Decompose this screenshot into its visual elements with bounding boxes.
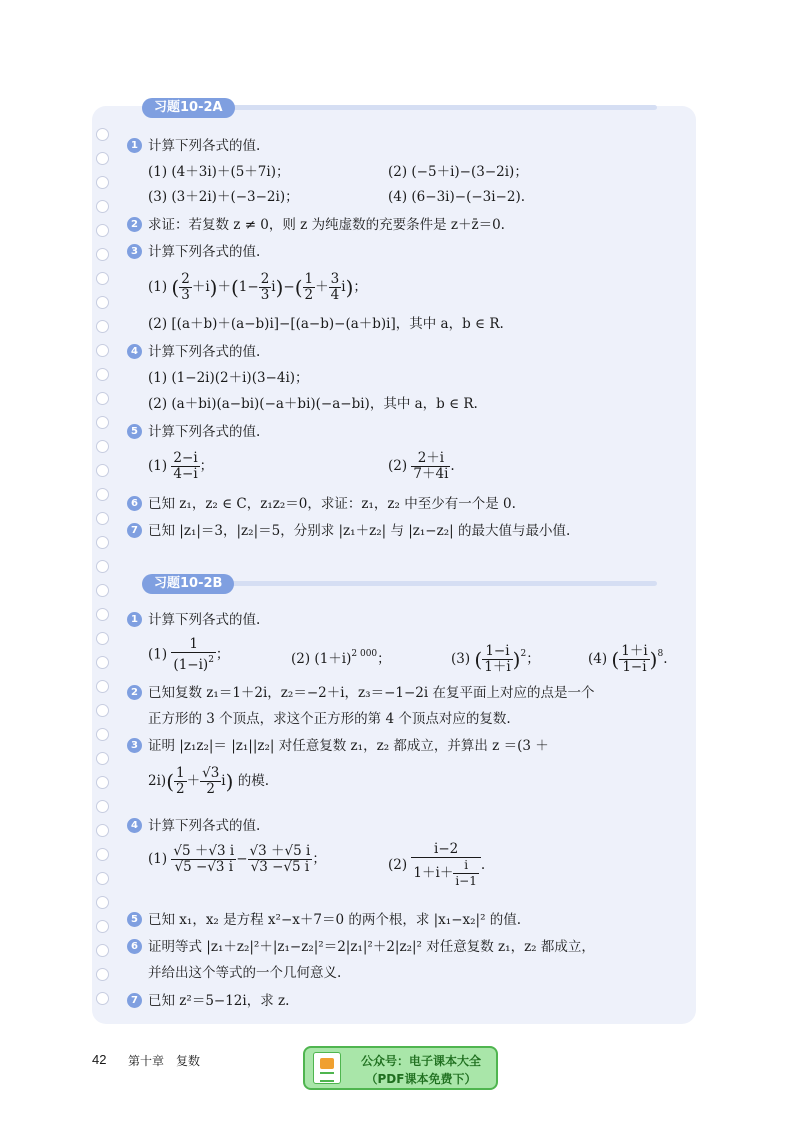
binder-ring <box>96 224 109 237</box>
problem-number: 6 <box>127 496 142 511</box>
binder-ring <box>96 728 109 741</box>
part: (3) (3＋2i)＋(−3−2i)； <box>148 189 299 205</box>
binder-ring <box>96 824 109 837</box>
problem-line: 已知复数 z₁＝1＋2i，z₂＝−2＋i，z₃＝−1−2i 在复平面上对应的点是一个 <box>148 685 595 701</box>
problem-part-row <box>148 162 528 182</box>
problem-number: 5 <box>127 424 142 439</box>
binder-ring <box>96 392 109 405</box>
binder-ring <box>96 248 109 261</box>
chapter-title: 第十章 复数 <box>128 1054 201 1068</box>
part: (1) (4＋3i)＋(5＋7i)； <box>148 164 290 180</box>
section-title: 习题10-2B <box>142 574 234 594</box>
problem-line: 证明等式 |z₁＋z₂|²＋|z₁−z₂|²＝2|z₁|²＋2|z₂|² 对任意复数 z₁，z₂ 都成立， <box>148 939 595 955</box>
problem-part-row <box>148 187 526 207</box>
problem-line: 2i)( $\frac{1}{2}$ ＋ $\frac{√3}{2}$ i) 的模. <box>148 765 270 797</box>
binder-ring <box>96 344 109 357</box>
fraction: $\frac{3}{4}$ <box>330 271 340 303</box>
binder-ring <box>96 152 109 165</box>
problem-number: 4 <box>127 818 142 833</box>
section-divider <box>202 581 657 586</box>
problem-number: 3 <box>127 244 142 259</box>
binder-ring <box>96 464 109 477</box>
binder-ring <box>96 296 109 309</box>
part: (2) (−5＋i)−(3−2i)； <box>388 164 528 180</box>
problem-part: (1) (1−2i)(2＋i)(3−4i)； <box>148 370 309 386</box>
problem-stem: 已知 z²＝5−12i，求 z. <box>148 993 290 1009</box>
section-title: 习题10-2A <box>142 98 235 118</box>
binder-ring <box>96 848 109 861</box>
watermark-line: 公众号：电子课本大全 <box>360 1054 481 1068</box>
binder-ring <box>96 632 109 645</box>
fraction: $\frac{1+i}{1-i}$ <box>621 643 648 675</box>
problem-part: (2) (a＋bi)(a−bi)(−a＋bi)(−a−bi)，其中 a，b ∈ R. <box>148 396 478 412</box>
binder-ring <box>96 536 109 549</box>
binder-ring <box>96 920 109 933</box>
problem-number: 1 <box>127 138 142 153</box>
problem-number: 2 <box>127 217 142 232</box>
problem-stem: 计算下列各式的值. <box>148 244 261 260</box>
binder-ring <box>96 800 109 813</box>
binder-ring <box>96 752 109 765</box>
problem-number: 4 <box>127 344 142 359</box>
problem-part: (2) [(a＋b)＋(a−b)i]−[(a−b)−(a＋b)i]，其中 a，b ∈ R. <box>148 316 504 332</box>
binder-ring <box>96 272 109 285</box>
problem-number: 5 <box>127 912 142 927</box>
fraction: $\frac{1}{2}$ <box>176 765 185 797</box>
problem-part-row: (1) $\frac{√5 +√3 i}{√5 -√3 i}$ − $\frac{√3 +√5 i}{√3 -√5 i}$ ； (2) i−2 1＋i＋ $\frac{i}{i-1}$ . <box>148 841 486 888</box>
binder-ring <box>96 992 109 1005</box>
binder-ring <box>96 488 109 501</box>
problem-stem: 计算下列各式的值. <box>148 138 261 154</box>
problem-line: 正方形的 3 个顶点，求这个正方形的第 4 个顶点对应的复数. <box>148 711 511 727</box>
binder-ring <box>96 128 109 141</box>
binder-ring <box>96 200 109 213</box>
binder-ring <box>96 656 109 669</box>
fraction: $\frac{2-i}{4-i}$ <box>173 450 198 482</box>
problem-stem: 已知 |z₁|＝3，|z₂|＝5，分别求 |z₁＋z₂| 与 |z₁−z₂| 的最大值与最小值. <box>148 523 571 539</box>
binder-ring <box>96 320 109 333</box>
problem-stem: 计算下列各式的值. <box>148 612 261 628</box>
section-divider <box>202 105 657 110</box>
fraction: $\frac{1}{(1-i)^2}$ <box>173 636 214 673</box>
problem-line: 证明 |z₁z₂|＝ |z₁||z₂| 对任意复数 z₁，z₂ 都成立，并算出 z ＝(3 ＋ <box>148 738 549 754</box>
fraction: $\frac{√5 +√3 i}{√5 -√3 i}$ <box>173 843 235 875</box>
fraction: $\frac{2}{3}$ <box>181 271 190 303</box>
binder-ring <box>96 896 109 909</box>
fraction: $\frac{2}{3}$ <box>260 271 270 303</box>
binder-ring <box>96 584 109 597</box>
problem-number: 3 <box>127 738 142 753</box>
problem-part-row: (1) $\frac{1}{(1-i)^2}$ ； (2) $(1+i)^{2 000}$； (3) ( $\frac{1-i}{1+i}$ )$^2$； (4) ( $\frac{1+i}{1-i}$ )$^8$. <box>148 636 668 675</box>
problem-number: 2 <box>127 685 142 700</box>
problem-number: 7 <box>127 523 142 538</box>
problem-number: 7 <box>127 993 142 1008</box>
watermark-line: （PDF课本免费下） <box>365 1072 477 1086</box>
binder-ring <box>96 872 109 885</box>
binder-ring <box>96 512 109 525</box>
binder-ring <box>96 368 109 381</box>
book-icon <box>313 1052 341 1084</box>
problem-part-row: (1) $\frac{2-i}{4-i}$ ； (2) $\frac{2+i}{7+4i}$ . <box>148 450 455 482</box>
problem-part-row: (1) ( $\frac{2}{3}$ ＋i)＋(1− $\frac{2}{3}$ i)−( $\frac{1}{2}$ ＋ $\frac{3}{4}$ i)； <box>148 271 367 303</box>
binder-ring <box>96 440 109 453</box>
problem-stem: 求证：若复数 z ≠ 0，则 z 为纯虚数的充要条件是 z＋z̄＝0. <box>148 217 505 233</box>
page-number: 42 <box>92 1052 107 1067</box>
binder-ring <box>96 416 109 429</box>
binder-ring <box>96 608 109 621</box>
problem-line: 并给出这个等式的一个几何意义. <box>148 965 342 981</box>
binder-ring <box>96 680 109 693</box>
binder-ring <box>96 944 109 957</box>
fraction: i−2 1＋i＋ $\frac{i}{i-1}$ <box>411 842 480 889</box>
fraction: $\frac{√3}{2}$ <box>202 765 220 797</box>
binder-ring <box>96 560 109 573</box>
fraction: $\frac{2+i}{7+4i}$ <box>413 450 449 482</box>
problem-stem: 计算下列各式的值. <box>148 344 261 360</box>
problem-stem: 计算下列各式的值. <box>148 424 261 440</box>
problem-stem: 已知 x₁，x₂ 是方程 x²−x＋7＝0 的两个根，求 |x₁−x₂|² 的值. <box>148 912 522 928</box>
binder-ring <box>96 776 109 789</box>
watermark-badge <box>303 1046 498 1090</box>
part: (4) (6−3i)−(−3i−2). <box>388 189 526 205</box>
fraction: $\frac{1-i}{1+i}$ <box>484 643 511 675</box>
fraction: $\frac{√3 +√5 i}{√3 -√5 i}$ <box>249 843 311 875</box>
binder-ring <box>96 704 109 717</box>
problem-number: 6 <box>127 939 142 954</box>
problem-stem: 计算下列各式的值. <box>148 818 261 834</box>
problem-stem: 已知 z₁，z₂ ∈ C，z₁z₂＝0，求证：z₁，z₂ 中至少有一个是 0. <box>148 496 516 512</box>
binder-ring <box>96 968 109 981</box>
problem-number: 1 <box>127 612 142 627</box>
fraction: $\frac{1}{2}$ <box>304 271 314 303</box>
binder-ring <box>96 176 109 189</box>
